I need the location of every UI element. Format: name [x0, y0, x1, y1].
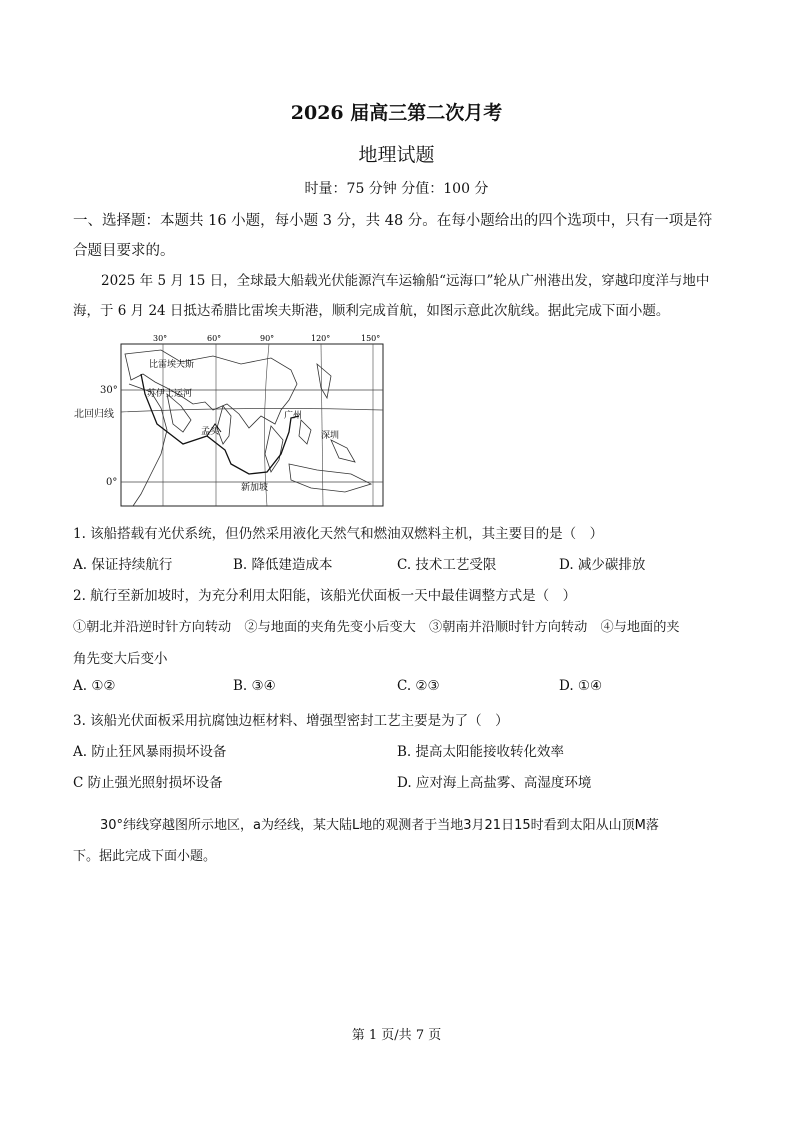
place-piraeus: 比雷埃夫斯: [149, 360, 195, 370]
lat-label-equator: 0°: [106, 477, 118, 488]
q2-option-a: A. ①②: [73, 678, 116, 694]
route-map: [121, 334, 383, 506]
q2-option-c: C. ②③: [397, 678, 440, 694]
question-1: 1. 该船搭载有光伏系统，但仍然采用液化天然气和燃油双燃料主机，其主要目的是（ ）: [73, 526, 604, 542]
q2-choices-line1: ①朝北并沿逆时针方向转动 ②与地面的夹角先变小后变大 ③朝南并沿顺时针方向转动 ④与地面的夹: [73, 620, 680, 635]
lon-label-30: 30°: [153, 334, 168, 343]
q3-option-c: C 防止强光照射损坏设备: [73, 775, 223, 791]
subject-title: 地理试题: [358, 144, 435, 166]
question-2: 2. 航行至新加坡时，为充分利用太阳能，该船光伏面板一天中最佳调整方式是（ ）: [73, 588, 577, 604]
q2-choices-line2: 角先变大后变小: [73, 651, 168, 667]
q1-option-c: C. 技术工艺受限: [397, 557, 497, 573]
place-suez: 苏伊士运河: [147, 389, 193, 399]
place-shenzhen: 深圳: [321, 431, 340, 441]
place-guangzhou: 广州: [284, 411, 303, 421]
lon-label-120: 120°: [311, 334, 331, 343]
page-footer: 第 1 页/共 7 页: [351, 1028, 442, 1043]
q1-option-d: D. 减少碳排放: [559, 557, 646, 573]
q2-option-d: D. ①④: [559, 678, 603, 694]
lon-label-90: 90°: [260, 334, 275, 343]
q1-option-b: B. 降低建造成本: [233, 557, 333, 573]
passage-2-line2: 下。据此完成下面小题。: [73, 849, 217, 864]
lon-label-60: 60°: [207, 334, 222, 343]
q3-option-b: B. 提高太阳能接收转化效率: [397, 744, 565, 760]
q1-option-a: A. 保证持续航行: [73, 557, 173, 573]
passage-1: 2025 年 5 月 15 日，全球最大船载光伏能源汽车运输船“远海口”轮从广州港出发，穿越印度洋与地中海，于 6 月 24 日抵达希腊比雷埃夫斯港，顺利完成首航，如图示意此次航线。据此完成下面小题。: [73, 273, 710, 319]
question-3: 3. 该船光伏面板采用抗腐蚀边框材料、增强型密封工艺主要是为了（ ）: [73, 713, 509, 729]
q3-option-d: D. 应对海上高盐雾、高湿度环境: [397, 775, 592, 791]
section-instructions: 一、选择题：本题共 16 小题，每小题 3 分，共 48 分。在每小题给出的四个选项中，只有一项是符合题目要求的。: [73, 213, 713, 259]
q2-option-b: B. ③④: [233, 678, 276, 694]
passage-2-line1: 30°纬线穿越图所示地区，a为经线，某大陆L地的观测者于当地3月21日15时看到太阳从山顶M落: [100, 818, 659, 833]
lon-label-150: 150°: [361, 334, 381, 343]
page-title: 2026 届高三第二次月考: [290, 102, 503, 124]
exam-meta: 时量：75 分钟 分值：100 分: [304, 181, 489, 197]
place-singapore: 新加坡: [241, 483, 269, 493]
place-mumbai: 孟买: [201, 427, 220, 437]
lat-label-tropic: 北回归线: [74, 409, 114, 420]
q3-option-a: A. 防止狂风暴雨损坏设备: [73, 744, 227, 760]
lat-label-30: 30°: [100, 385, 118, 396]
